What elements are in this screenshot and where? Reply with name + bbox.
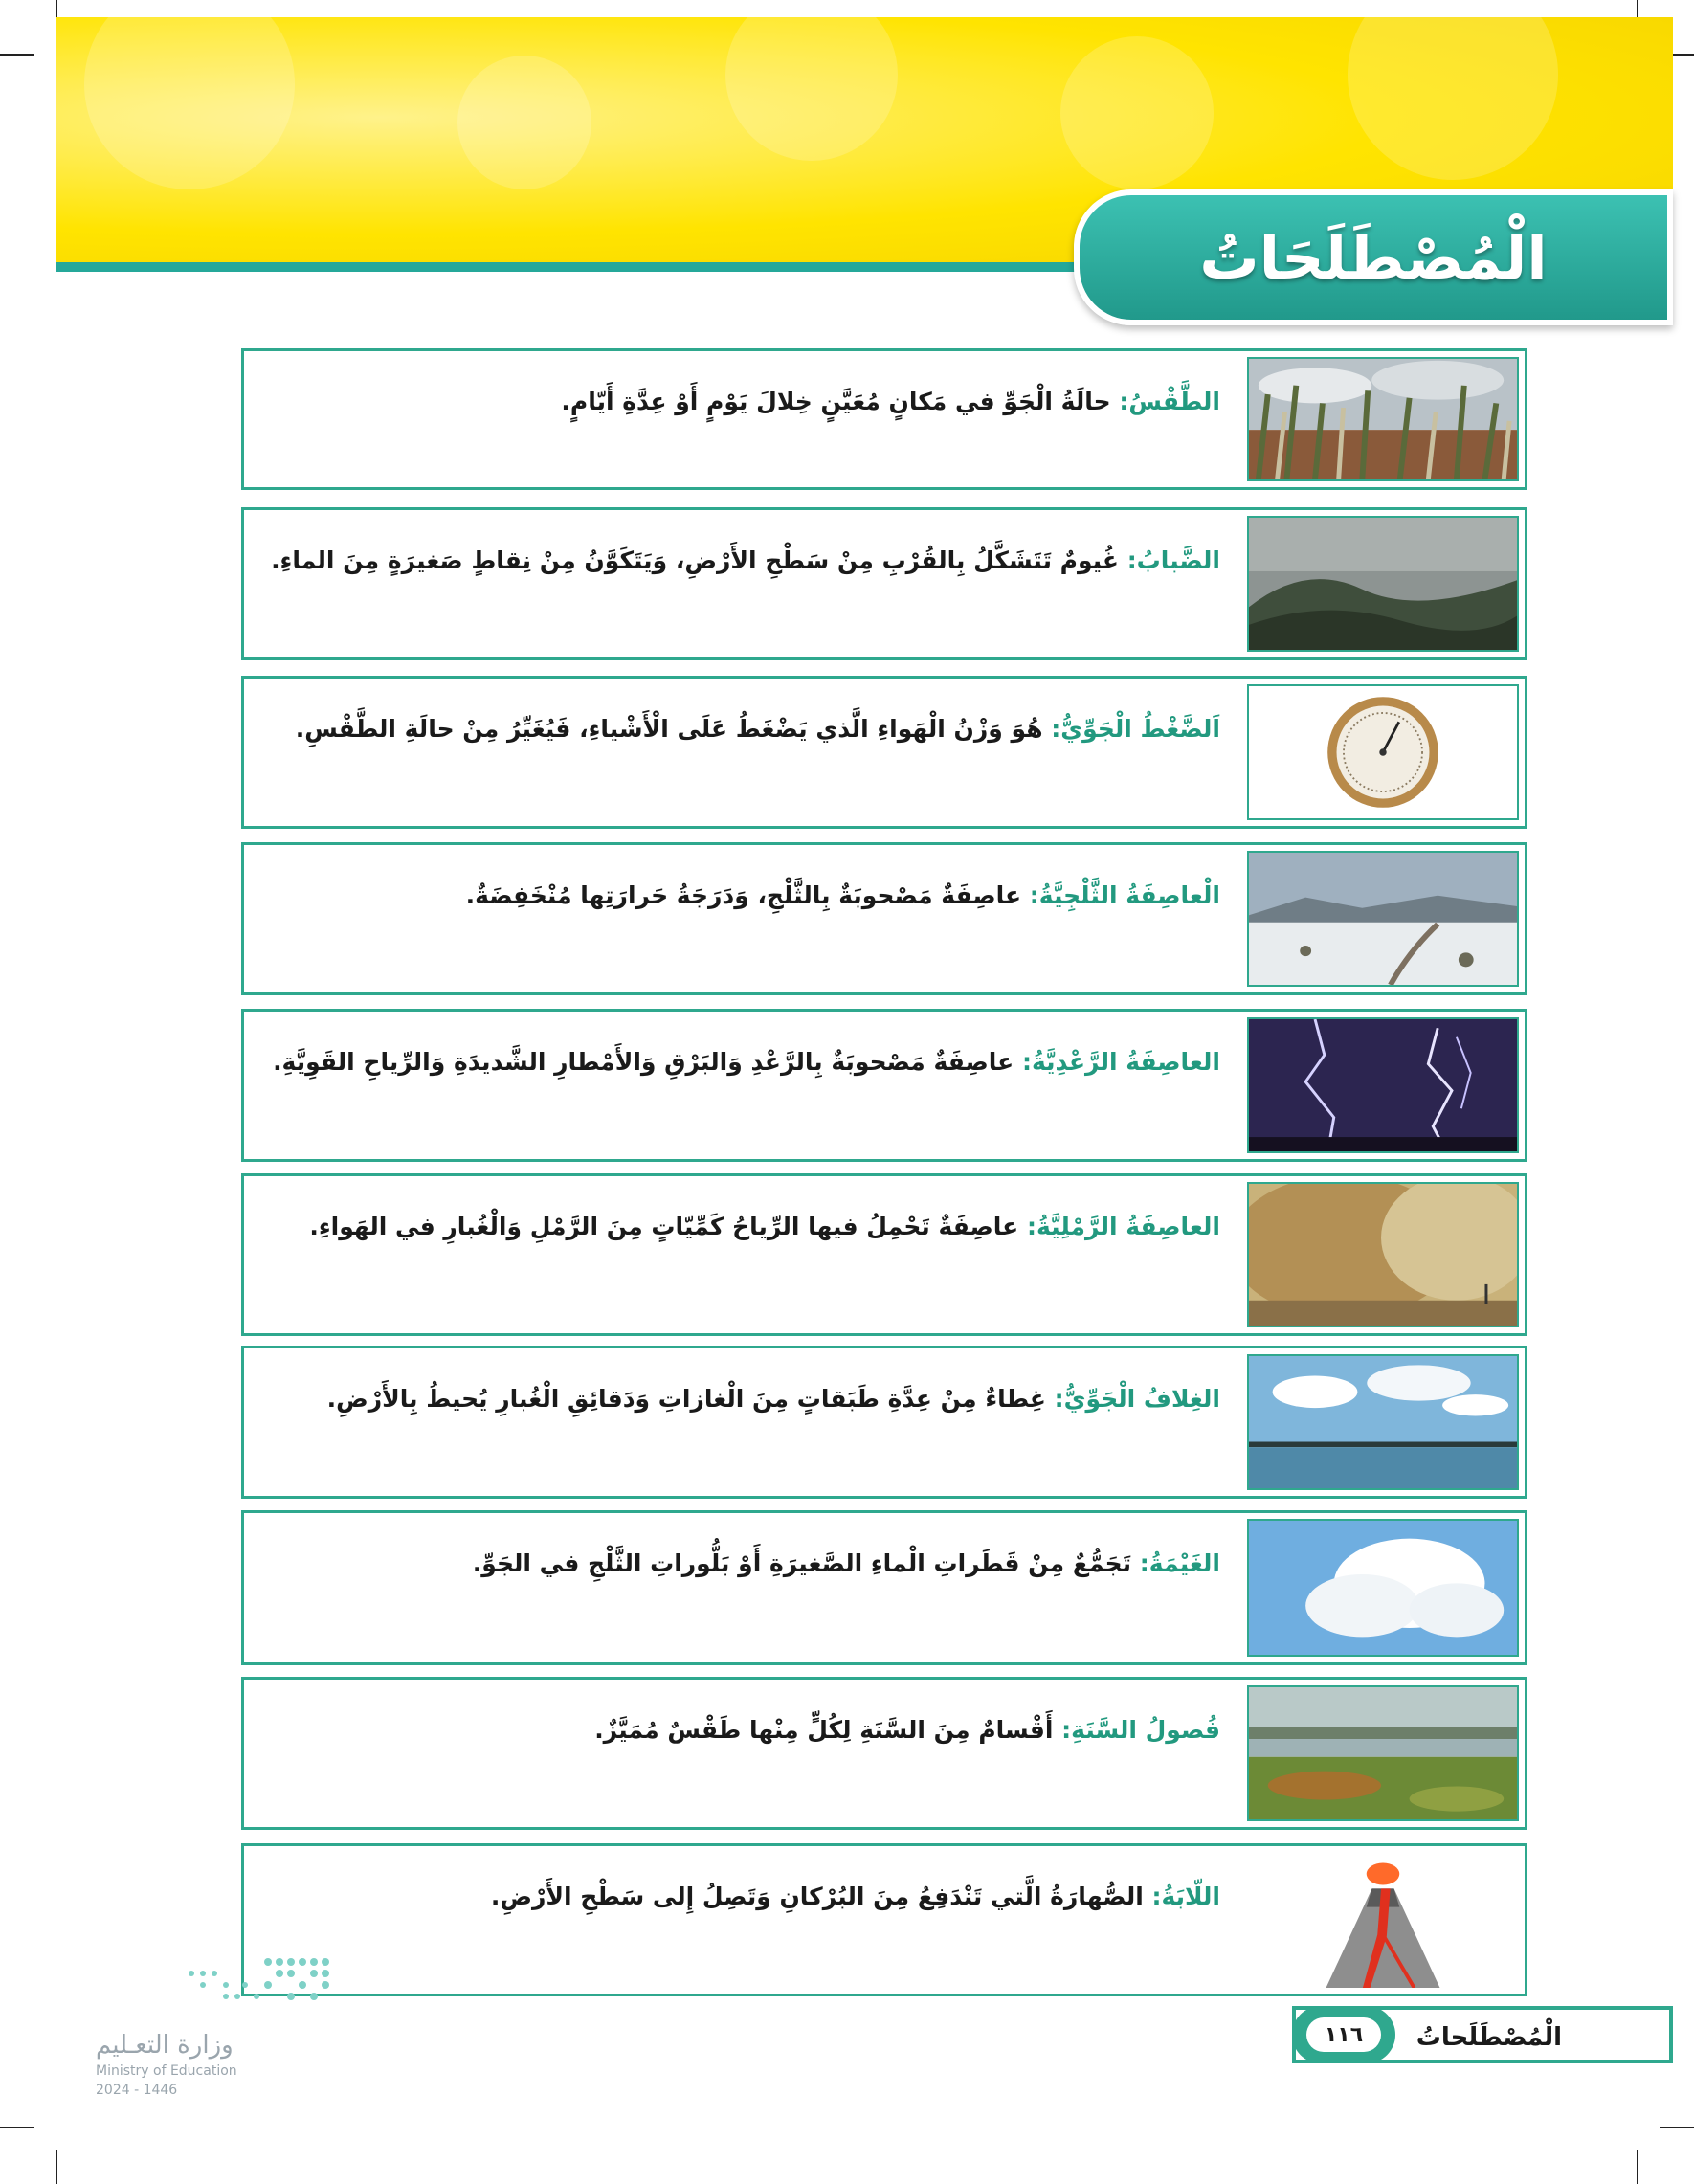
glossary-term: العاصِفَةُ الرَّمْلِيَّةُ: — [1026, 1213, 1220, 1240]
page-title: الْمُصْطَلَحَاتُ — [1199, 222, 1548, 293]
glossary-term: فُصولُ السَّنَةِ: — [1061, 1716, 1220, 1744]
page-title-tab — [1074, 189, 1673, 325]
glossary-text — [263, 1033, 1220, 1092]
ministry-name-english: Ministry of Education — [96, 2063, 237, 2079]
glossary-term: الغِلافُ الْجَوِّيُّ: — [1054, 1385, 1220, 1413]
glossary-term: الغَيْمَةُ: — [1139, 1549, 1220, 1577]
ministry-logo — [96, 1952, 345, 2098]
glossary-row-lava — [241, 1843, 1527, 1996]
glossary-text — [263, 1370, 1220, 1429]
glossary-definition: عاصِفَةٌ تَحْمِلُ فيها الرِّياحُ كَمِّيّاتٍ مِنَ الرَّمْلِ وَالْغُبارِ في الهَواءِ. — [309, 1213, 1019, 1240]
crop-mark — [1637, 2150, 1638, 2184]
lightning-storm-photo — [1247, 1017, 1519, 1153]
glossary-text — [263, 866, 1220, 925]
glossary-text — [263, 1534, 1220, 1593]
glossary-row-fog — [241, 507, 1527, 660]
glossary-row-thunderstorm — [241, 1009, 1527, 1162]
glossary-definition: هُوَ وَزْنُ الْهَواءِ الَّذي يَضْغَطُ عَلَى الْأَشْياءِ، فَيُغَيِّرُ مِنْ حالَةِ الطَّقْسِ. — [295, 715, 1043, 743]
glossary-definition: تَجَمُّعٌ مِنْ قَطَراتِ الْماءِ الصَّغيرَةِ أَوْ بَلُّوراتِ الثَّلْجِ في الجَوِّ. — [472, 1549, 1132, 1577]
crop-mark — [56, 2150, 57, 2184]
footer-title: الْمُصْطَلَحاتُ — [1415, 2023, 1562, 2052]
glossary-row-sand-storm — [241, 1173, 1527, 1336]
glossary-text — [263, 531, 1220, 591]
glossary-row-air-pressure — [241, 676, 1527, 829]
ministry-logo-icon — [172, 1952, 345, 2019]
glossary-term: الْعاصِفَةُ الثَّلْجِيَّةُ: — [1029, 881, 1220, 909]
glossary-row-atmosphere — [241, 1346, 1527, 1499]
glossary-term: الطَّقْسُ: — [1119, 388, 1220, 415]
atmosphere-sky-photo — [1247, 1354, 1519, 1490]
seasons-landscape-photo — [1247, 1685, 1519, 1821]
page-number-badge — [1292, 2006, 1395, 2063]
sand-storm-photo — [1247, 1182, 1519, 1327]
edition-year: 2024 - 1446 — [96, 2083, 178, 2098]
glossary-definition: غُيومٌ تَتَشَكَّلُ بِالقُرْبِ مِنْ سَطْحِ الأَرْضِ، وَيَتَكَوَّنُ مِنْ نِقاطٍ صَغيرَةٍ مِنَ الماءِ. — [271, 546, 1119, 574]
glossary-text — [263, 700, 1220, 759]
glossary-text — [263, 1701, 1220, 1760]
glossary-definition: عاصِفَةٌ مَصْحوبَةٌ بِالرَّعْدِ وَالبَرْقِ وَالأَمْطارِ الشَّديدَةِ وَالرِّياحِ القَوِيَّةِ. — [273, 1048, 1014, 1076]
fog-mountains-photo — [1247, 516, 1519, 652]
glossary-definition: الصُّهارَةُ الَّتي تَنْدَفِعُ مِنَ البُرْكانِ وَتَصِلُ إِلى سَطْحِ الأَرْضِ. — [490, 1883, 1144, 1910]
ministry-name-arabic: وزارة التعـليم — [96, 2031, 234, 2060]
barometer-photo — [1247, 684, 1519, 820]
glossary-text — [263, 372, 1220, 432]
glossary-row-snow-storm — [241, 842, 1527, 995]
crop-mark — [1660, 2127, 1694, 2128]
snow-storm-photo — [1247, 851, 1519, 987]
glossary-definition: حالَةُ الْجَوِّ في مَكانٍ مُعَيَّنٍ خِلالَ يَوْمٍ أَوْ عِدَّةِ أَيّامٍ. — [561, 388, 1111, 415]
glossary-row-seasons — [241, 1677, 1527, 1830]
weather-reeds-photo — [1247, 357, 1519, 481]
glossary-text — [263, 1197, 1220, 1257]
glossary-text — [263, 1867, 1220, 1927]
glossary-row-cloud — [241, 1510, 1527, 1665]
glossary-term: العاصِفَةُ الرَّعْدِيَّةُ: — [1021, 1048, 1220, 1076]
glossary-term: الضَّبابُ: — [1126, 546, 1220, 574]
crop-mark — [0, 54, 34, 56]
glossary-definition: أَقْسامٌ مِنَ السَّنَةِ لِكُلٍّ مِنْها طَقْسٌ مُمَيَّزٌ. — [594, 1716, 1054, 1744]
glossary-term: اَلضَّغْطُ الْجَوِّيُّ: — [1051, 715, 1220, 743]
glossary-definition: عاصِفَةٌ مَصْحوبَةٌ بِالثَّلْجِ، وَدَرَجَةُ حَرارَتِها مُنْخَفِضَةٌ. — [465, 881, 1022, 909]
glossary-row-weather — [241, 348, 1527, 490]
crop-mark — [0, 2127, 34, 2128]
volcano-lava-illustration — [1247, 1852, 1519, 1988]
glossary-term: اللّابَةُ: — [1151, 1883, 1220, 1910]
glossary-definition: غِطاءٌ مِنْ عِدَّةِ طَبَقاتٍ مِنَ الْغازاتِ وَدَقائِقِ الْغُبارِ يُحيطُ بِالأَرْضِ. — [326, 1385, 1046, 1413]
cloud-photo — [1247, 1519, 1519, 1657]
page-number: ١١٦ — [1306, 2017, 1381, 2052]
